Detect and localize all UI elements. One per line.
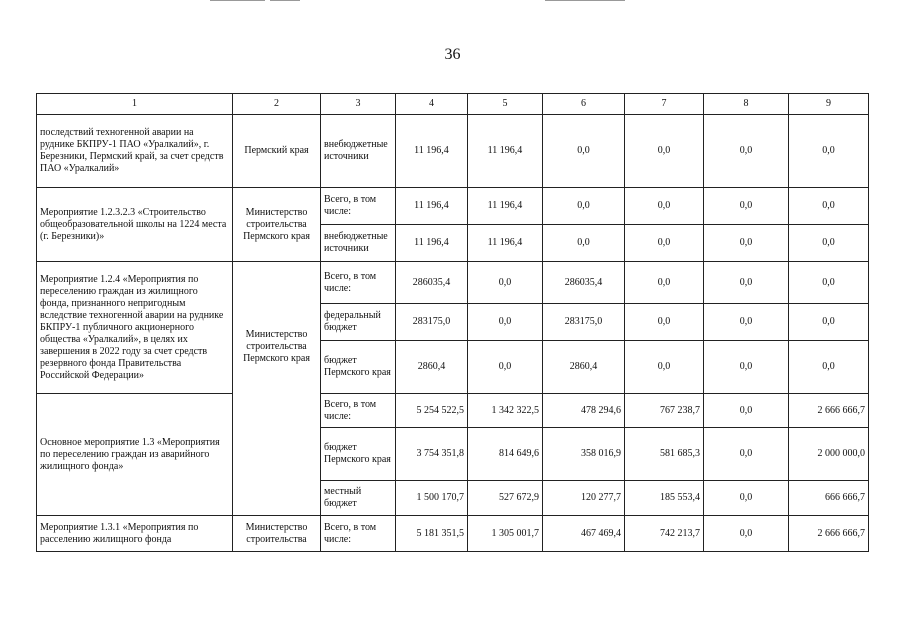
value-cell: 1 500 170,7 bbox=[396, 481, 468, 516]
value-cell: 5 181 351,5 bbox=[396, 516, 468, 552]
funding-source: внебюджетные источники bbox=[321, 225, 396, 262]
value-cell: 11 196,4 bbox=[396, 115, 468, 188]
measure-name: Мероприятие 1.2.4 «Мероприятия по переселению граждан из жилищного фонда, признанного непригодным вследствие техногенной аварии на руднике БКПРУ-1 публичного акционерного общества «Уралкалий», в целях их завершения в 2022 году за счет средств резервного фонда Правительства Российской Федерации» bbox=[37, 262, 233, 394]
value-cell: 0,0 bbox=[543, 225, 625, 262]
table-row bbox=[37, 188, 869, 225]
column-header: 6 bbox=[543, 94, 625, 115]
value-cell: 0,0 bbox=[704, 481, 789, 516]
value-cell: 0,0 bbox=[789, 262, 869, 304]
value-cell: 0,0 bbox=[543, 188, 625, 225]
value-cell: 0,0 bbox=[704, 394, 789, 428]
value-cell: 666 666,7 bbox=[789, 481, 869, 516]
value-cell: 1 305 001,7 bbox=[468, 516, 543, 552]
executor: Министерство строительства Пермского края bbox=[233, 188, 321, 262]
value-cell: 11 196,4 bbox=[468, 115, 543, 188]
budget-table bbox=[36, 93, 869, 552]
value-cell: 2 666 666,7 bbox=[789, 394, 869, 428]
value-cell: 0,0 bbox=[625, 262, 704, 304]
table-row bbox=[37, 262, 869, 304]
value-cell: 0,0 bbox=[625, 341, 704, 394]
value-cell: 0,0 bbox=[468, 304, 543, 341]
column-header: 1 bbox=[37, 94, 233, 115]
value-cell: 767 238,7 bbox=[625, 394, 704, 428]
funding-source: Всего, в том числе: bbox=[321, 188, 396, 225]
measure-name: Мероприятие 1.2.3.2.3 «Строительство общеобразовательной школы на 1224 места (г. Березники)» bbox=[37, 188, 233, 262]
value-cell: 0,0 bbox=[789, 225, 869, 262]
funding-source: Всего, в том числе: bbox=[321, 394, 396, 428]
table-row bbox=[37, 516, 869, 552]
value-cell: 0,0 bbox=[704, 225, 789, 262]
funding-source: местный бюджет bbox=[321, 481, 396, 516]
funding-source: бюджет Пермского края bbox=[321, 428, 396, 481]
value-cell: 0,0 bbox=[543, 115, 625, 188]
executor: Министерство строительства bbox=[233, 516, 321, 552]
measure-name: Мероприятие 1.3.1 «Мероприятия по расселению жилищного фонда bbox=[37, 516, 233, 552]
funding-source: бюджет Пермского края bbox=[321, 341, 396, 394]
value-cell: 742 213,7 bbox=[625, 516, 704, 552]
header-row bbox=[37, 94, 869, 115]
value-cell: 0,0 bbox=[625, 115, 704, 188]
table-row bbox=[37, 115, 869, 188]
value-cell: 286035,4 bbox=[543, 262, 625, 304]
value-cell: 2 000 000,0 bbox=[789, 428, 869, 481]
value-cell: 0,0 bbox=[704, 188, 789, 225]
value-cell: 0,0 bbox=[704, 115, 789, 188]
column-header: 9 bbox=[789, 94, 869, 115]
value-cell: 120 277,7 bbox=[543, 481, 625, 516]
value-cell: 0,0 bbox=[789, 304, 869, 341]
value-cell: 1 342 322,5 bbox=[468, 394, 543, 428]
executor: Пермский края bbox=[233, 115, 321, 188]
column-header: 7 bbox=[625, 94, 704, 115]
value-cell: 0,0 bbox=[704, 262, 789, 304]
value-cell: 11 196,4 bbox=[468, 188, 543, 225]
value-cell: 286035,4 bbox=[396, 262, 468, 304]
value-cell: 581 685,3 bbox=[625, 428, 704, 481]
value-cell: 0,0 bbox=[625, 304, 704, 341]
value-cell: 0,0 bbox=[468, 262, 543, 304]
value-cell: 5 254 522,5 bbox=[396, 394, 468, 428]
value-cell: 283175,0 bbox=[543, 304, 625, 341]
value-cell: 0,0 bbox=[789, 188, 869, 225]
value-cell: 2 666 666,7 bbox=[789, 516, 869, 552]
value-cell: 0,0 bbox=[789, 341, 869, 394]
column-header: 8 bbox=[704, 94, 789, 115]
value-cell: 0,0 bbox=[625, 188, 704, 225]
value-cell: 0,0 bbox=[704, 341, 789, 394]
value-cell: 3 754 351,8 bbox=[396, 428, 468, 481]
executor bbox=[233, 262, 321, 516]
scan-edge-mark bbox=[545, 0, 625, 1]
value-cell: 814 649,6 bbox=[468, 428, 543, 481]
measure-name: последствий техногенной аварии на руднике БКПРУ-1 ПАО «Уралкалий», г. Березники, Пермский край, за счет средств ПАО «Уралкалий» bbox=[37, 115, 233, 188]
value-cell: 478 294,6 bbox=[543, 394, 625, 428]
value-cell: 2860,4 bbox=[543, 341, 625, 394]
scan-edge-mark bbox=[210, 0, 265, 1]
table-row bbox=[37, 394, 869, 428]
scan-edge-mark bbox=[270, 0, 300, 1]
value-cell: 0,0 bbox=[468, 341, 543, 394]
value-cell: 358 016,9 bbox=[543, 428, 625, 481]
executor-text: Министерство строительства Пермского края bbox=[243, 328, 310, 364]
value-cell: 11 196,4 bbox=[468, 225, 543, 262]
value-cell: 2860,4 bbox=[396, 341, 468, 394]
value-cell: 0,0 bbox=[789, 115, 869, 188]
value-cell: 467 469,4 bbox=[543, 516, 625, 552]
column-header: 3 bbox=[321, 94, 396, 115]
value-cell: 11 196,4 bbox=[396, 188, 468, 225]
measure-name: Основное мероприятие 1.3 «Мероприятия по переселению граждан из аварийного жилищного фонда» bbox=[37, 394, 233, 516]
page-number: 36 bbox=[444, 46, 461, 63]
funding-source: федеральный бюджет bbox=[321, 304, 396, 341]
value-cell: 0,0 bbox=[625, 225, 704, 262]
value-cell: 185 553,4 bbox=[625, 481, 704, 516]
value-cell: 0,0 bbox=[704, 516, 789, 552]
funding-source: Всего, в том числе: bbox=[321, 262, 396, 304]
value-cell: 527 672,9 bbox=[468, 481, 543, 516]
column-header: 4 bbox=[396, 94, 468, 115]
value-cell: 0,0 bbox=[704, 428, 789, 481]
funding-source: Всего, в том числе: bbox=[321, 516, 396, 552]
value-cell: 0,0 bbox=[704, 304, 789, 341]
funding-source: внебюджетные источники bbox=[321, 115, 396, 188]
value-cell: 283175,0 bbox=[396, 304, 468, 341]
value-cell: 11 196,4 bbox=[396, 225, 468, 262]
column-header: 2 bbox=[233, 94, 321, 115]
column-header: 5 bbox=[468, 94, 543, 115]
